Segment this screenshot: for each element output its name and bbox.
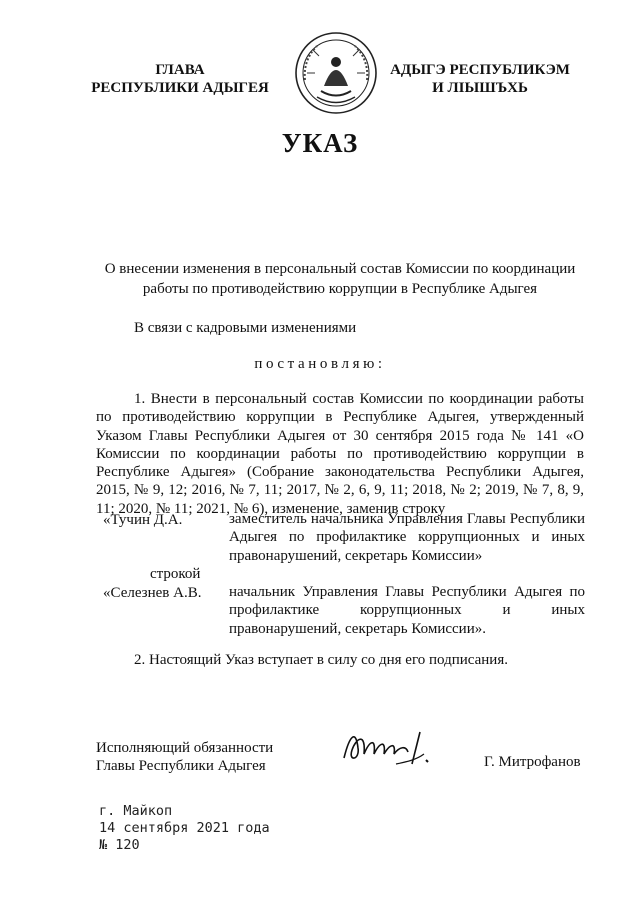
- new-member-description: начальник Управления Главы Республики Адыгея по профилактике коррупционных и иных правонарушений, секретарь Комиссии».: [229, 584, 585, 637]
- old-member-description: заместитель начальника Управления Главы Республики Адыгея по профилактике коррупционных и иных правонарушений, секретарь Комиссии»: [229, 511, 585, 564]
- new-member-name: «Селезнев А.В.: [103, 585, 202, 601]
- item-1-paragraph: 1. Внести в персональный состав Комиссии по координации работы по противодействию коррупции в Республике Адыгея, утвержденный Указом Главы Республики Адыгея от 30 сентября 2015 года № 141 «О Комиссии по координации работы по противодействию коррупции в Республике Адыгея» (Собрание законодательства Республики Адыгея, 2015, № 9, 12; 2016, № 7, 11; 2017, № 2, 6, 9, 11; 2018, № 2; 2019, № 7, 8, 9, 11; 2020, № 11; 2021, № 6), изменение, заменив строку: [96, 391, 584, 517]
- context-line: В связи с кадровыми изменениями: [134, 320, 357, 336]
- replacement-connector: строкой: [150, 566, 201, 582]
- coat-of-arms-icon: [293, 30, 379, 116]
- header-right: [375, 61, 585, 97]
- header-left-line1: ГЛАВА: [155, 62, 205, 78]
- signer-position: [96, 739, 273, 775]
- header-left: [70, 61, 290, 97]
- signer-name: Г. Митрофанов: [484, 754, 581, 770]
- decree-word: постановляю:: [254, 356, 386, 372]
- footer-number: № 120: [99, 837, 140, 853]
- document-title: УКАЗ: [281, 128, 359, 158]
- header-right-line2: И ЛІЫШЪХЬ: [432, 80, 528, 96]
- signer-position-line1: Исполняющий обязанности: [96, 740, 274, 756]
- old-member-name: «Тучин Д.А.: [103, 512, 183, 528]
- signer-position-line2: Главы Республики Адыгея: [96, 758, 266, 774]
- footer-date: 14 сентября 2021 года: [99, 820, 270, 836]
- footer-city: г. Майкоп: [99, 803, 173, 819]
- handwritten-signature-icon: [336, 724, 446, 774]
- header-right-line1: АДЫГЭ РЕСПУБЛИКЭМ: [390, 62, 570, 78]
- document-subject: О внесении изменения в персональный состав Комиссии по координации работы по противодействию коррупции в Республике Адыгея: [104, 261, 576, 297]
- header-left-line2: РЕСПУБЛИКИ АДЫГЕЯ: [91, 80, 269, 96]
- item-2-paragraph: 2. Настоящий Указ вступает в силу со дня его подписания.: [134, 652, 508, 668]
